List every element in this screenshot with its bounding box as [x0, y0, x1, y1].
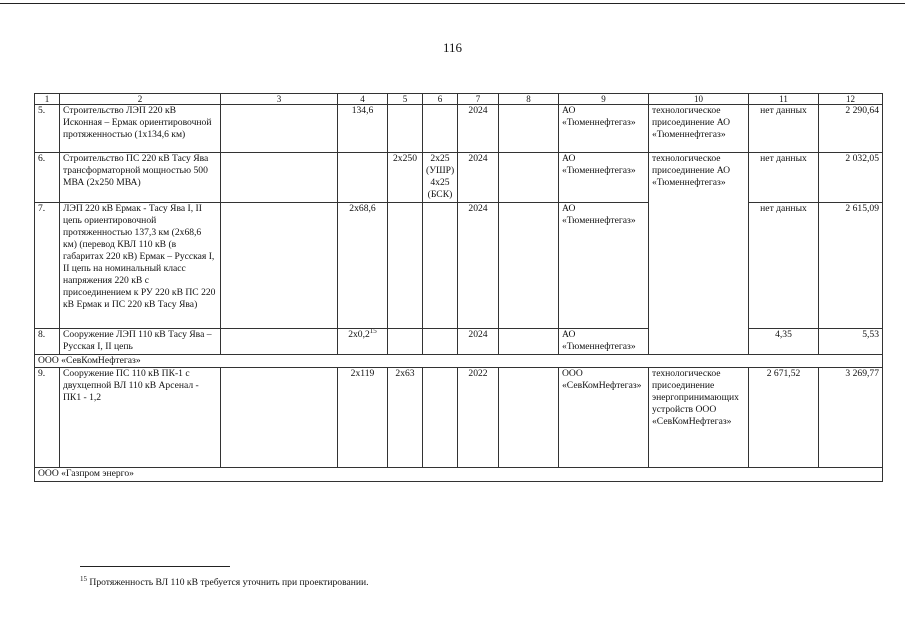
line-length: 2х119 — [338, 368, 388, 468]
footnote-ref: 15 — [369, 328, 377, 335]
cell-8 — [499, 368, 559, 468]
cell-3 — [221, 203, 338, 329]
col-header-3: 3 — [221, 94, 338, 105]
transformer-capacity: 2х63 — [388, 368, 423, 468]
row-number: 7. — [35, 203, 60, 329]
transformer-capacity — [388, 105, 423, 153]
col-header-12: 12 — [819, 94, 883, 105]
footnote-rule — [80, 566, 230, 567]
cell-3 — [221, 153, 338, 203]
cell-8 — [499, 153, 559, 203]
col-header-8: 8 — [499, 94, 559, 105]
transformer-capacity — [388, 329, 423, 355]
col-header-7: 7 — [458, 94, 499, 105]
col-header-11: 11 — [749, 94, 819, 105]
line-length-value: 2х0,2 — [348, 329, 370, 340]
cell-8 — [499, 329, 559, 355]
table-row — [35, 329, 883, 355]
compensation: 2х25 (УШР) 4х25 (БСК) — [423, 153, 458, 203]
project-name: Сооружение ЛЭП 110 кВ Тасу Ява – Русская I, II цепь — [60, 329, 221, 355]
value-11: нет данных — [749, 153, 819, 203]
top-rule — [0, 3, 905, 4]
group-title: ООО «СевКомНефтегаз» — [35, 355, 883, 368]
footnote-text: Протяженность ВЛ 110 кВ требуется уточнить при проектировании. — [87, 577, 369, 588]
line-length: 134,6 — [338, 105, 388, 153]
year: 2024 — [458, 153, 499, 203]
page-number: 116 — [442, 40, 463, 55]
organization: АО «Тюменнефтегаз» — [559, 203, 649, 329]
group-row — [35, 468, 883, 482]
footnote-mark: 15 — [80, 574, 87, 583]
organization: АО «Тюменнефтегаз» — [559, 329, 649, 355]
col-header-6: 6 — [423, 94, 458, 105]
value-11: нет данных — [749, 203, 819, 329]
value-11: нет данных — [749, 105, 819, 153]
cell-3 — [221, 368, 338, 468]
cell-3 — [221, 105, 338, 153]
year: 2024 — [458, 105, 499, 153]
organization: АО «Тюменнефтегаз» — [559, 153, 649, 203]
project-name: Строительство ПС 220 кВ Тасу Ява трансформаторной мощностью 500 МВА (2х250 МВА) — [60, 153, 221, 203]
year: 2022 — [458, 368, 499, 468]
value-12: 5,53 — [819, 329, 883, 355]
investment-table — [34, 93, 883, 482]
value-12: 2 032,05 — [819, 153, 883, 203]
project-name: ЛЭП 220 кВ Ермак - Тасу Ява I, II цепь ориентировочной протяженностью 137,3 км (2х68,6 км) (перевод КВЛ 110 кВ (в габаритах 220 кВ) Ермак – Русская I, II цепь на номинальный класс напряжения 220 кВ с присоединением к РУ 220 кВ ПС 220 кВ Ермак и ПС 220 кВ Тасу Ява) — [60, 203, 221, 329]
cell-8 — [499, 105, 559, 153]
line-length — [338, 329, 388, 355]
compensation — [423, 329, 458, 355]
value-12: 3 269,77 — [819, 368, 883, 468]
value-12: 2 615,09 — [819, 203, 883, 329]
compensation — [423, 203, 458, 329]
group-title: ООО «Газпром энерго» — [35, 468, 883, 482]
row-number: 5. — [35, 105, 60, 153]
row-number: 9. — [35, 368, 60, 468]
organization: АО «Тюменнефтегаз» — [559, 105, 649, 153]
project-name: Строительство ЛЭП 220 кВ Исконная – Ермак ориентировочной протяженностью (1х134,6 км) — [60, 105, 221, 153]
row-number: 6. — [35, 153, 60, 203]
col-header-1: 1 — [35, 94, 60, 105]
year: 2024 — [458, 329, 499, 355]
row-number: 8. — [35, 329, 60, 355]
value-11: 4,35 — [749, 329, 819, 355]
cell-8 — [499, 203, 559, 329]
purpose: технологическое присоединение АО «Тюменнефтегаз» — [649, 153, 749, 355]
project-name: Сооружение ПС 110 кВ ПК-1 с двухцепной ВЛ 110 кВ Арсенал - ПК1 - 1,2 — [60, 368, 221, 468]
transformer-capacity — [388, 203, 423, 329]
group-row — [35, 355, 883, 368]
line-length: 2х68,6 — [338, 203, 388, 329]
table-row — [35, 368, 883, 468]
table-row — [35, 203, 883, 329]
col-header-4: 4 — [338, 94, 388, 105]
value-12: 2 290,64 — [819, 105, 883, 153]
compensation — [423, 368, 458, 468]
compensation — [423, 105, 458, 153]
col-header-2: 2 — [60, 94, 221, 105]
table-row — [35, 105, 883, 153]
col-header-5: 5 — [388, 94, 423, 105]
purpose: технологическое присоединение энергопринимающих устройств ООО «СевКомНефтегаз» — [649, 368, 749, 468]
footnote — [80, 574, 369, 588]
col-header-10: 10 — [649, 94, 749, 105]
table-row — [35, 153, 883, 203]
line-length — [338, 153, 388, 203]
year: 2024 — [458, 203, 499, 329]
purpose: технологическое присоединение АО «Тюменнефтегаз» — [649, 105, 749, 153]
organization: ООО «СевКомНефтегаз» — [559, 368, 649, 468]
header-row — [35, 94, 883, 105]
cell-3 — [221, 329, 338, 355]
col-header-9: 9 — [559, 94, 649, 105]
transformer-capacity: 2х250 — [388, 153, 423, 203]
value-11: 2 671,52 — [749, 368, 819, 468]
